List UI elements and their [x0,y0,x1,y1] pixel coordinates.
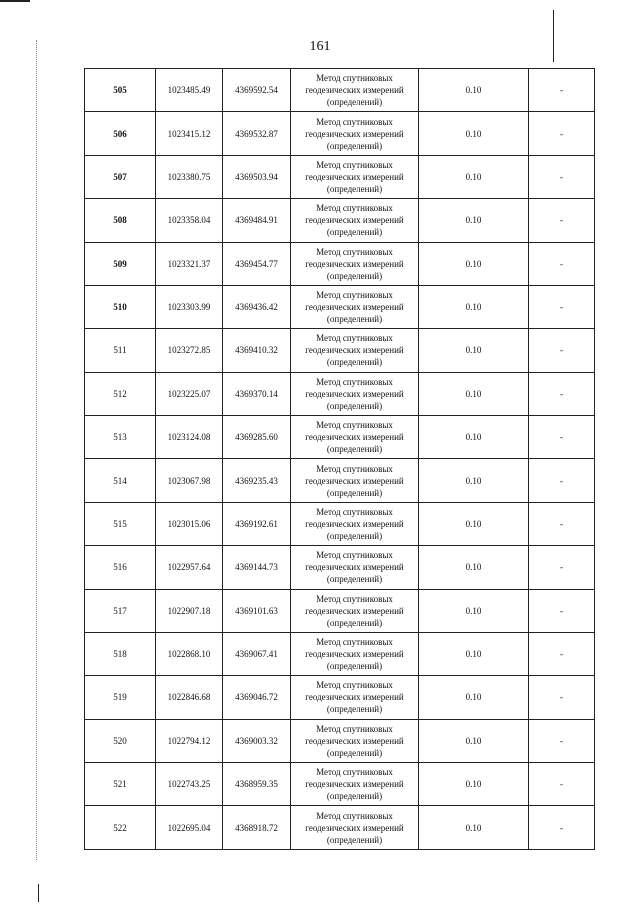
method-line: (определений) [326,834,383,845]
method-line: Метод спутниковых [316,593,393,604]
note-cell: - [529,416,595,459]
method-line: геодезических измерений [305,128,404,139]
table-row [85,372,595,415]
method-line: геодезических измерений [305,779,404,790]
method-cell [291,112,419,155]
table-row [85,676,595,719]
method-cell [291,502,419,545]
x-coordinate-cell: 1023358.04 [156,199,223,242]
x-coordinate-cell: 1023380.75 [156,155,223,198]
accuracy-cell: 0.10 [419,719,529,762]
method-line: (определений) [326,183,383,194]
note-cell: - [529,112,595,155]
method-line: Метод спутниковых [316,159,393,170]
x-coordinate-cell: 1022846.68 [156,676,223,719]
method-line: геодезических измерений [305,432,404,443]
point-number-cell: 506 [85,112,156,155]
method-line: (определений) [326,747,383,758]
method-line: геодезических измерений [305,649,404,660]
method-line: (определений) [326,444,383,455]
y-coordinate-cell: 4369484.91 [223,199,291,242]
method-line: Метод спутниковых [316,73,393,84]
y-coordinate-cell: 4369454.77 [223,242,291,285]
method-line: (определений) [326,530,383,541]
method-line: Метод спутниковых [316,810,393,821]
point-number-cell: 517 [85,589,156,632]
table-row [85,632,595,675]
table-row [85,589,595,632]
method-line: (определений) [326,357,383,368]
method-cell [291,329,419,372]
coordinates-table-body [85,69,595,850]
method-line: геодезических измерений [305,735,404,746]
x-coordinate-cell: 1023015.06 [156,502,223,545]
method-line: Метод спутниковых [316,333,393,344]
accuracy-cell: 0.10 [419,502,529,545]
method-line: (определений) [326,704,383,715]
method-line: геодезических измерений [305,605,404,616]
point-number-cell: 521 [85,763,156,806]
method-line: (определений) [326,574,383,585]
point-number-cell: 510 [85,285,156,328]
table-row [85,502,595,545]
scan-artifact-right-edge [553,10,554,62]
point-number-cell: 520 [85,719,156,762]
accuracy-cell: 0.10 [419,459,529,502]
point-number-cell: 514 [85,459,156,502]
note-cell: - [529,719,595,762]
x-coordinate-cell: 1023124.08 [156,416,223,459]
method-line: (определений) [326,270,383,281]
table-row [85,329,595,372]
method-line: геодезических измерений [305,171,404,182]
y-coordinate-cell: 4369192.61 [223,502,291,545]
method-line: Метод спутниковых [316,116,393,127]
y-coordinate-cell: 4369370.14 [223,372,291,415]
scan-artifact-left-margin [36,40,37,860]
method-line: геодезических измерений [305,85,404,96]
point-number-cell: 519 [85,676,156,719]
method-cell [291,676,419,719]
table-row [85,112,595,155]
method-line: геодезических измерений [305,302,404,313]
method-cell [291,372,419,415]
y-coordinate-cell: 4368959.35 [223,763,291,806]
note-cell: - [529,329,595,372]
scan-artifact-bottom-left [38,884,39,902]
table-row [85,459,595,502]
method-line: Метод спутниковых [316,767,393,778]
method-line: (определений) [326,791,383,802]
method-cell [291,459,419,502]
point-number-cell: 515 [85,502,156,545]
x-coordinate-cell: 1022907.18 [156,589,223,632]
method-line: Метод спутниковых [316,246,393,257]
method-cell [291,589,419,632]
point-number-cell: 513 [85,416,156,459]
point-number-cell: 518 [85,632,156,675]
table-row [85,155,595,198]
table-row [85,719,595,762]
point-number-cell: 507 [85,155,156,198]
point-number-cell: 512 [85,372,156,415]
method-line: Метод спутниковых [316,506,393,517]
x-coordinate-cell: 1022695.04 [156,806,223,850]
accuracy-cell: 0.10 [419,589,529,632]
method-line: геодезических измерений [305,692,404,703]
method-cell [291,763,419,806]
y-coordinate-cell: 4369046.72 [223,676,291,719]
method-cell [291,69,419,112]
method-line: геодезических измерений [305,345,404,356]
method-line: Метод спутниковых [316,463,393,474]
y-coordinate-cell: 4368918.72 [223,806,291,850]
method-line: (определений) [326,400,383,411]
method-line: геодезических измерений [305,562,404,573]
scan-artifact-top-left [0,0,30,2]
method-line: геодезических измерений [305,388,404,399]
method-line: (определений) [326,227,383,238]
accuracy-cell: 0.10 [419,155,529,198]
method-cell [291,546,419,589]
accuracy-cell: 0.10 [419,329,529,372]
accuracy-cell: 0.10 [419,763,529,806]
x-coordinate-cell: 1023321.37 [156,242,223,285]
accuracy-cell: 0.10 [419,69,529,112]
accuracy-cell: 0.10 [419,416,529,459]
note-cell: - [529,69,595,112]
x-coordinate-cell: 1023067.98 [156,459,223,502]
point-number-cell: 508 [85,199,156,242]
accuracy-cell: 0.10 [419,112,529,155]
method-cell [291,155,419,198]
point-number-cell: 516 [85,546,156,589]
table-row [85,416,595,459]
note-cell: - [529,242,595,285]
note-cell: - [529,763,595,806]
y-coordinate-cell: 4369592.54 [223,69,291,112]
x-coordinate-cell: 1022794.12 [156,719,223,762]
table-row [85,242,595,285]
x-coordinate-cell: 1022743.25 [156,763,223,806]
method-line: геодезических измерений [305,258,404,269]
method-line: геодезических измерений [305,518,404,529]
method-line: (определений) [326,617,383,628]
method-cell [291,285,419,328]
x-coordinate-cell: 1023303.99 [156,285,223,328]
table-row [85,763,595,806]
y-coordinate-cell: 4369067.41 [223,632,291,675]
note-cell: - [529,502,595,545]
point-number-cell: 509 [85,242,156,285]
point-number-cell: 505 [85,69,156,112]
method-cell [291,199,419,242]
accuracy-cell: 0.10 [419,546,529,589]
note-cell: - [529,285,595,328]
note-cell: - [529,806,595,850]
accuracy-cell: 0.10 [419,806,529,850]
note-cell: - [529,676,595,719]
y-coordinate-cell: 4369144.73 [223,546,291,589]
method-line: (определений) [326,487,383,498]
y-coordinate-cell: 4369101.63 [223,589,291,632]
method-cell [291,632,419,675]
accuracy-cell: 0.10 [419,285,529,328]
note-cell: - [529,155,595,198]
coordinates-table [84,68,595,850]
accuracy-cell: 0.10 [419,199,529,242]
x-coordinate-cell: 1023272.85 [156,329,223,372]
method-line: Метод спутниковых [316,550,393,561]
y-coordinate-cell: 4369503.94 [223,155,291,198]
table-row [85,806,595,850]
point-number-cell: 511 [85,329,156,372]
page-number: 161 [309,39,331,54]
method-line: Метод спутниковых [316,203,393,214]
y-coordinate-cell: 4369235.43 [223,459,291,502]
accuracy-cell: 0.10 [419,242,529,285]
method-cell [291,242,419,285]
y-coordinate-cell: 4369436.42 [223,285,291,328]
accuracy-cell: 0.10 [419,372,529,415]
table-row [85,199,595,242]
method-line: Метод спутниковых [316,680,393,691]
table-row [85,285,595,328]
note-cell: - [529,546,595,589]
method-cell [291,719,419,762]
method-line: Метод спутниковых [316,376,393,387]
x-coordinate-cell: 1022868.10 [156,632,223,675]
method-line: (определений) [326,661,383,672]
y-coordinate-cell: 4369003.32 [223,719,291,762]
x-coordinate-cell: 1023225.07 [156,372,223,415]
accuracy-cell: 0.10 [419,676,529,719]
method-cell [291,806,419,850]
method-line: Метод спутниковых [316,290,393,301]
x-coordinate-cell: 1022957.64 [156,546,223,589]
note-cell: - [529,632,595,675]
method-line: геодезических измерений [305,215,404,226]
table-row [85,69,595,112]
method-cell [291,416,419,459]
note-cell: - [529,459,595,502]
accuracy-cell: 0.10 [419,632,529,675]
method-line: (определений) [326,140,383,151]
y-coordinate-cell: 4369410.32 [223,329,291,372]
method-line: Метод спутниковых [316,723,393,734]
method-line: Метод спутниковых [316,637,393,648]
method-line: Метод спутниковых [316,420,393,431]
method-line: (определений) [326,97,383,108]
table-row [85,546,595,589]
x-coordinate-cell: 1023485.49 [156,69,223,112]
method-line: геодезических измерений [305,822,404,833]
note-cell: - [529,199,595,242]
method-line: (определений) [326,314,383,325]
y-coordinate-cell: 4369532.87 [223,112,291,155]
x-coordinate-cell: 1023415.12 [156,112,223,155]
note-cell: - [529,372,595,415]
note-cell: - [529,589,595,632]
y-coordinate-cell: 4369285.60 [223,416,291,459]
point-number-cell: 522 [85,806,156,850]
method-line: геодезических измерений [305,475,404,486]
